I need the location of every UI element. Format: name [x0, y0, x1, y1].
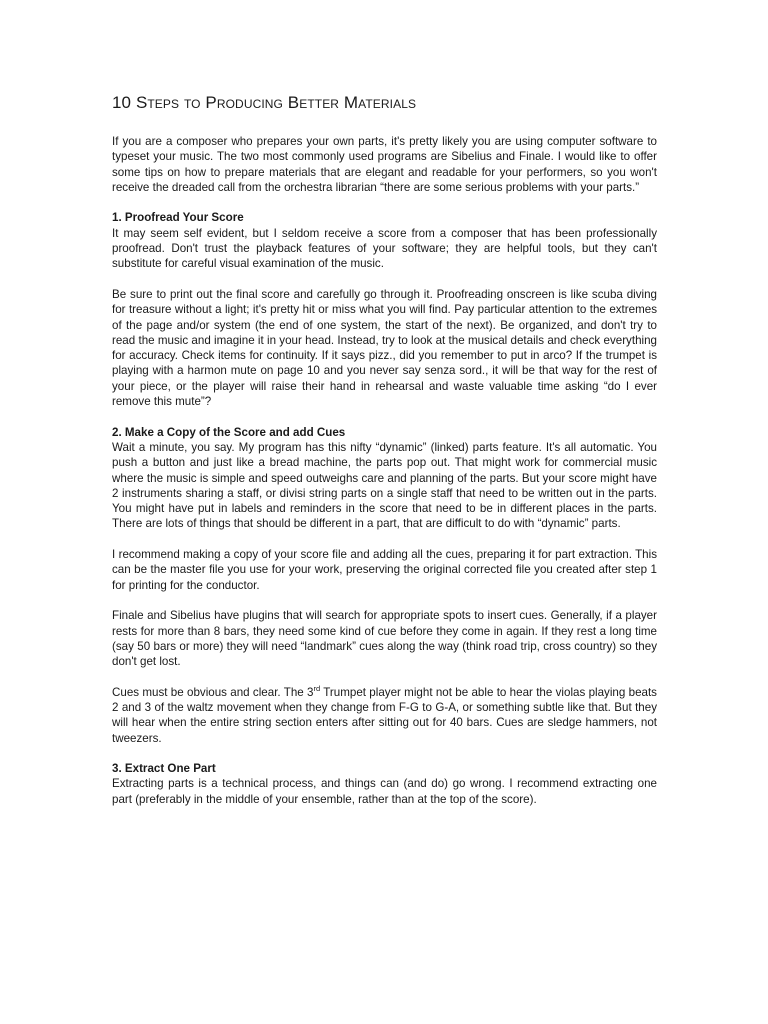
- intro-paragraph: If you are a composer who prepares your own parts, it's pretty likely you are using computer software to typeset your music. The two most commonly used programs are Sibelius and Finale. I would like to offer some tips on how to prepare materials that are elegant and readable for your performers, so you won't receive the dreaded call from the orchestra librarian “there are some serious problems with your parts.”: [112, 135, 657, 194]
- cue-paragraph-before: Cues must be obvious and clear. The 3: [112, 685, 314, 699]
- section-heading-copy-score: 2. Make a Copy of the Score and add Cues: [112, 425, 346, 439]
- document-title-number: 10: [112, 93, 132, 112]
- document-title-text: Steps to Producing Better Materials: [135, 93, 417, 112]
- section-2-paragraph-3: Finale and Sibelius have plugins that will search for appropriate spots to insert cues. Generally, if a player rests for more than 8 bars, they need some kind of cue before they come in again. If they rest a long time (say 50 bars or more) they will need “landmark” cues along the way (think road trip, cross country) so they don't get lost.: [112, 609, 657, 669]
- section-2-paragraph-2: I recommend making a copy of your score file and adding all the cues, preparing it for part extraction. This can be the master file you use for your work, preserving the original corrected file you created after step 1 for printing for the conductor.: [112, 548, 657, 592]
- cue-paragraph-superscript: rd: [313, 683, 321, 693]
- section-3-paragraph-1: Extracting parts is a technical process, and things can (and do) go wrong. I recommend extracting one part (preferably in the middle of your ensemble, rather than at the top of the score).: [112, 777, 657, 806]
- cue-paragraph-after: Trumpet player might not be able to hear the violas playing beats 2 and 3 of the waltz movement when they change from F-G to G-A, or something subtle like that. But they will hear when the entire string section enters after sitting out for 40 bars. Cues are sledge hammers, not tweezers.: [112, 685, 657, 745]
- section-1-paragraph-2: Be sure to print out the final score and carefully go through it. Proofreading onscreen is like scuba diving for treasure without a light; it's pretty hit or miss what you will find. Pay particular attention to the extremes of the page and/or system (the end of one system, the start of the next). Be organized, and don't try to read the music and imagine it in your head. Instead, try to look at the musical details and check everything for accuracy. Check items for continuity. If it says pizz., did you remember to put in arco? If the trumpet is playing with a harmon mute on page 10 and you never say senza sord., it will be that way for the rest of your piece, or the player will raise their hand in rehearsal and waste valuable time asking “do I ever remove this mute”?: [112, 287, 657, 409]
- document-page: [112, 93, 657, 822]
- section-heading-extract-part: 3. Extract One Part: [112, 762, 216, 776]
- section-2-paragraph-1: Wait a minute, you say. My program has this nifty “dynamic” (linked) parts feature. It's all automatic. You push a button and just like a bread machine, the parts pop out. That might work for commercial music where the music is simple and speed outweighs care and planning of the parts. But your score might have 2 instruments sharing a staff, or divisi string parts on a single staff that need to be written out in the parts. You might have put in labels and reminders in the score that need to be in different places in the parts. There are lots of things that should be different in a part, that are difficult to do with “dynamic” parts.: [112, 440, 657, 531]
- section-1-paragraph-1: It may seem self evident, but I seldom receive a score from a composer that has been professionally proofread. Don't trust the playback features of your software; they are helpful tools, but they can't substitute for careful visual examination of the music.: [112, 226, 657, 271]
- document-title: [112, 93, 657, 113]
- section-heading-proofread: 1. Proofread Your Score: [112, 211, 244, 225]
- section-2-paragraph-4: [112, 685, 657, 746]
